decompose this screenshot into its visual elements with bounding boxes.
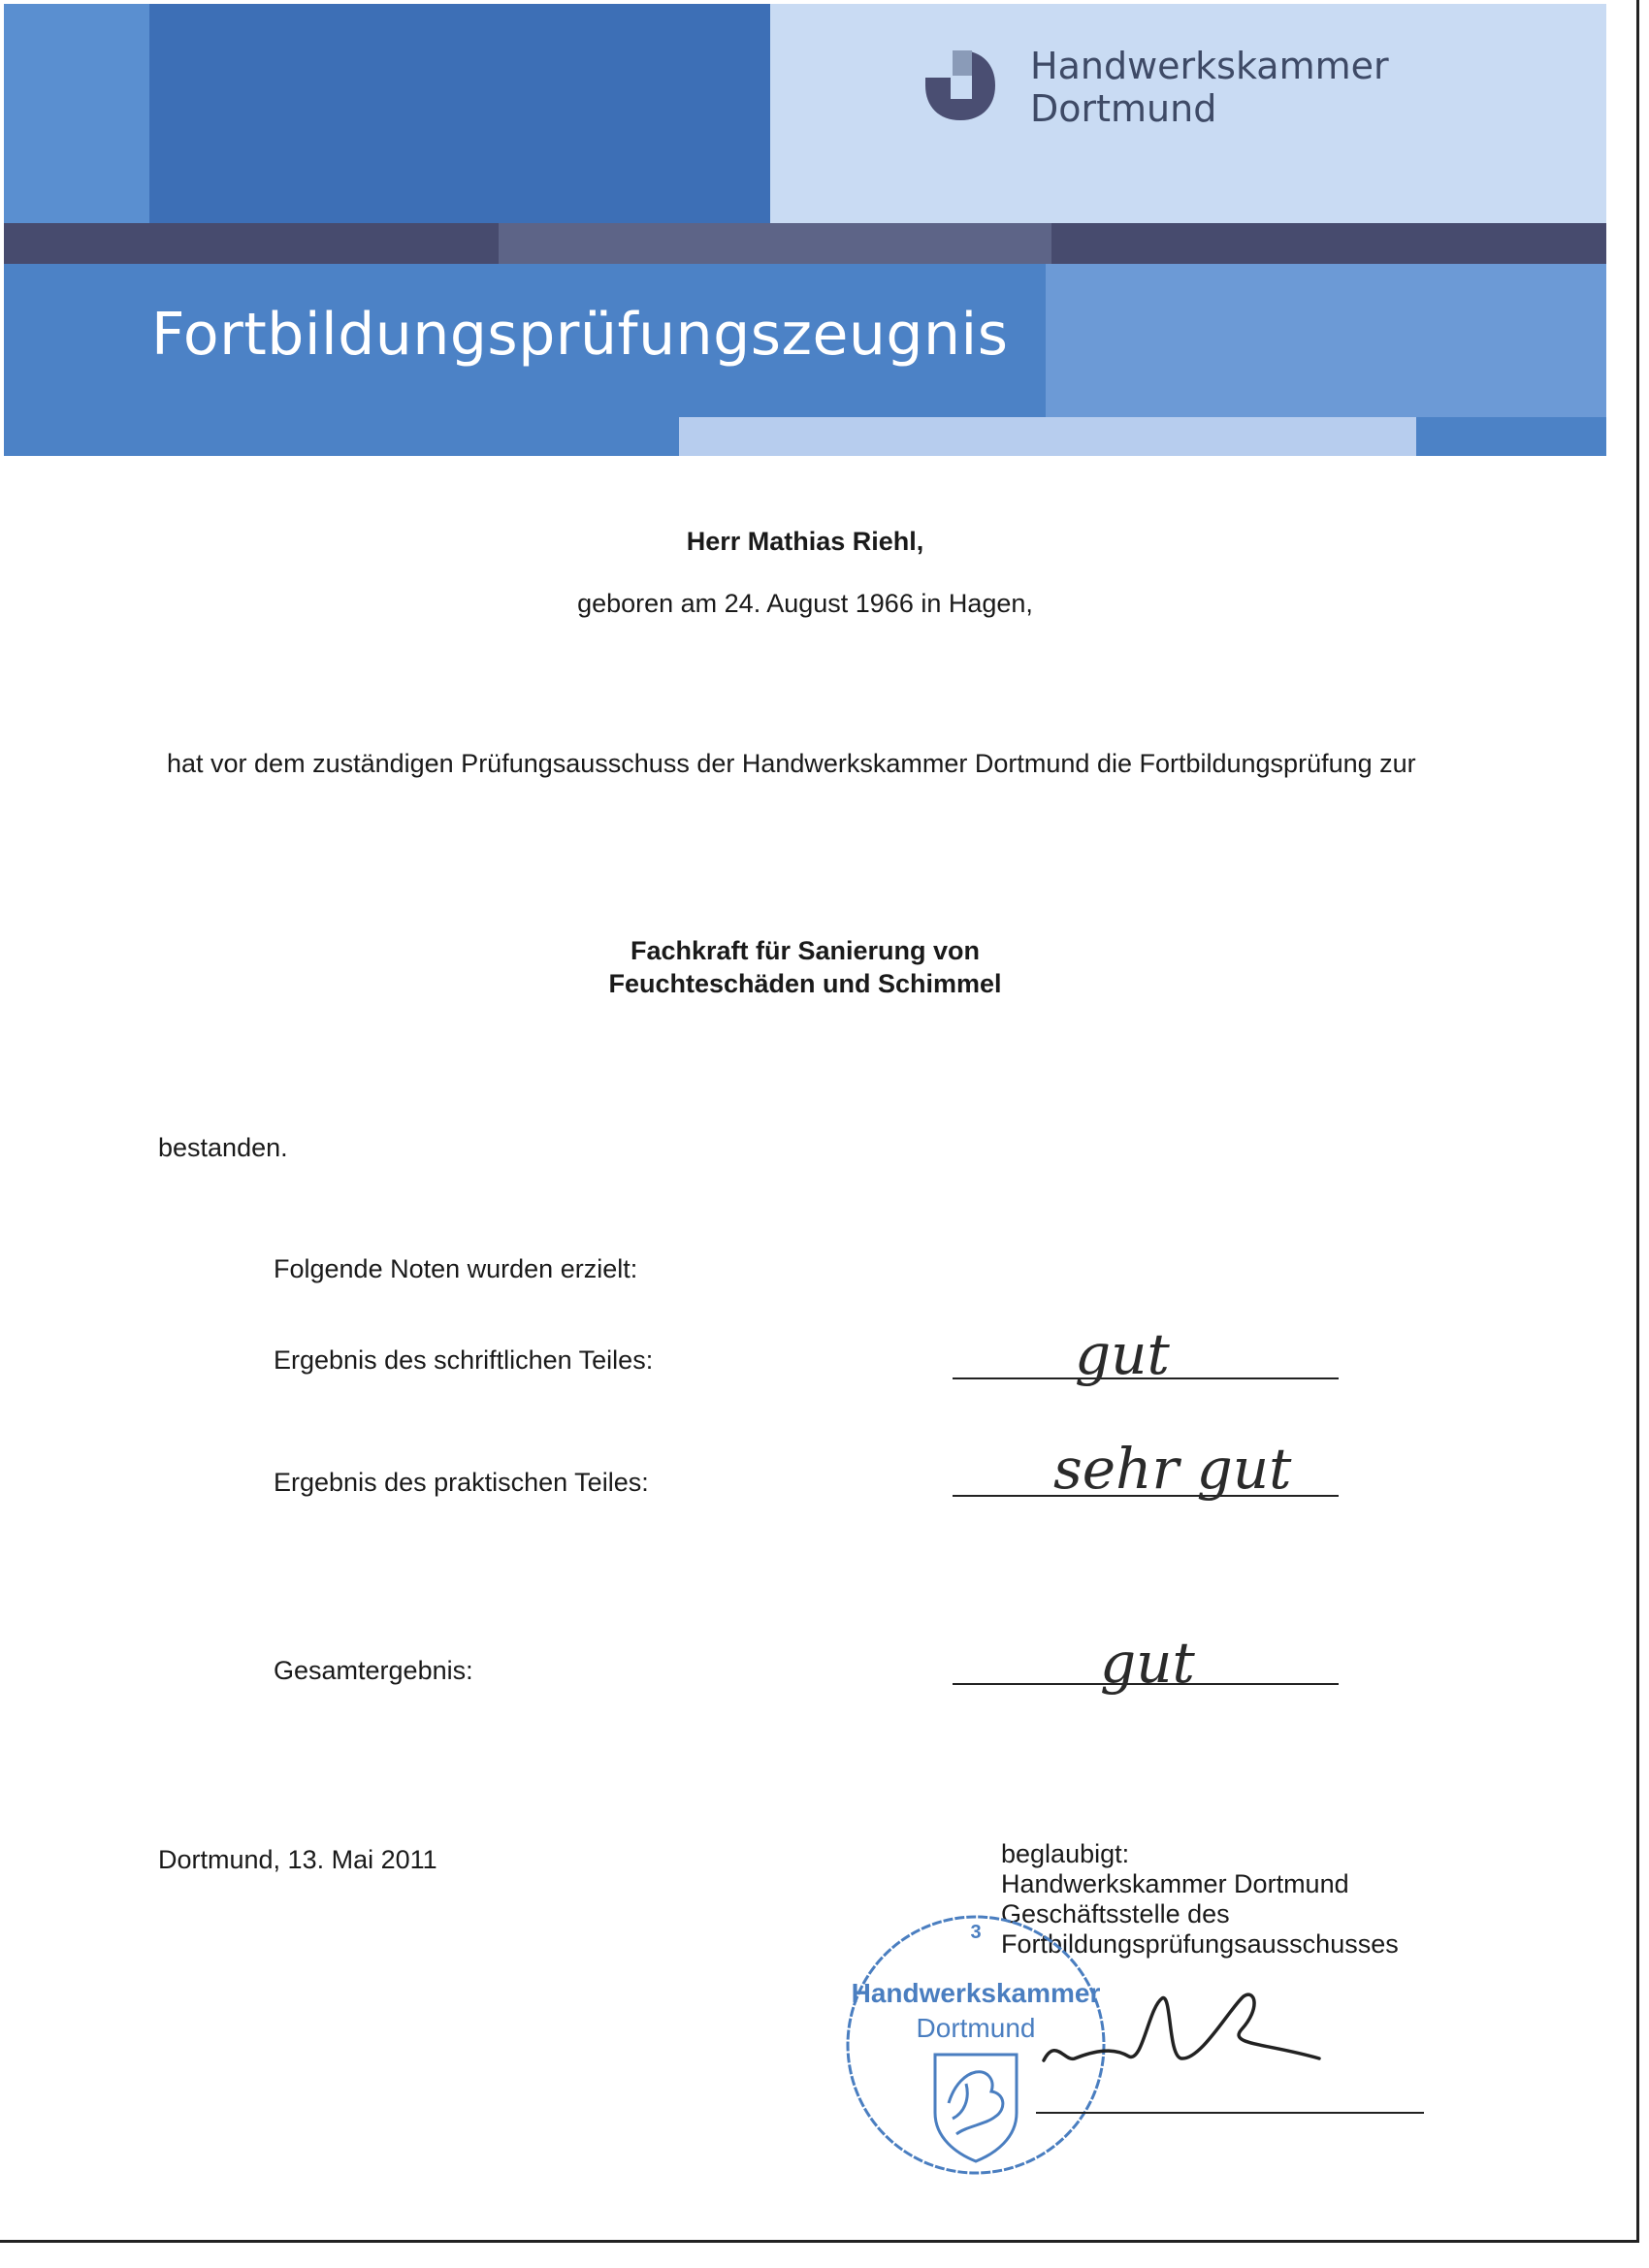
candidate-name: Herr Mathias Riehl, <box>686 527 924 556</box>
logo-line-1: Handwerkskammer <box>1030 45 1389 87</box>
practical-grade-label: Ergebnis des praktischen Teiles: <box>274 1468 649 1497</box>
header-block <box>149 4 770 223</box>
certified-line-3: Geschäftsstelle des <box>1001 1899 1230 1928</box>
stamp-number: 3 <box>970 1922 982 1943</box>
header-bottom-strip <box>679 417 1416 456</box>
document-title: Fortbildungsprüfungszeugnis <box>151 301 1009 369</box>
total-grade-label: Gesamtergebnis: <box>274 1656 473 1685</box>
stamp-line-1: Handwerkskammer <box>851 1978 1101 2008</box>
grades-heading: Folgende Noten wurden erzielt: <box>274 1254 638 1283</box>
header-bottom-strip <box>1416 417 1606 456</box>
chamber-logo-text <box>1030 45 1389 130</box>
candidate-birth: geboren am 24. August 1966 in Hagen, <box>577 589 1033 618</box>
written-grade-label: Ergebnis des schriftlichen Teiles: <box>274 1345 654 1375</box>
qualification-line-2: Feuchteschäden und Schimmel <box>608 969 1002 998</box>
intro-text: hat vor dem zuständigen Prüfungsausschuss der Handwerkskammer Dortmund die Fortbildungsprüfung zur <box>167 749 1416 778</box>
passed-text: bestanden. <box>158 1133 288 1162</box>
header-stripe <box>1051 223 1606 264</box>
certified-line-1: beglaubigt: <box>1001 1839 1130 1868</box>
written-grade-value: gut <box>1075 1321 1170 1387</box>
header-bottom-strip <box>4 417 679 456</box>
title-band <box>1046 264 1606 417</box>
header-block <box>4 4 149 223</box>
total-grade-value: gut <box>1100 1630 1195 1696</box>
chamber-logo-icon <box>923 49 997 122</box>
header-banner <box>4 4 1606 456</box>
stamp-line-2: Dortmund <box>916 2013 1036 2043</box>
practical-grade-value: sehr gut <box>1053 1436 1292 1502</box>
header-stripe <box>4 223 499 264</box>
qualification-line-1: Fachkraft für Sanierung von <box>630 936 981 965</box>
logo-line-2: Dortmund <box>1030 87 1217 130</box>
header-stripe <box>499 223 1051 264</box>
certified-line-2: Handwerkskammer Dortmund <box>1001 1869 1349 1898</box>
certified-line-4: Fortbildungsprüfungsausschusses <box>1001 1929 1399 1959</box>
signature <box>1036 1969 1424 2115</box>
place-date: Dortmund, 13. Mai 2011 <box>158 1845 437 1874</box>
